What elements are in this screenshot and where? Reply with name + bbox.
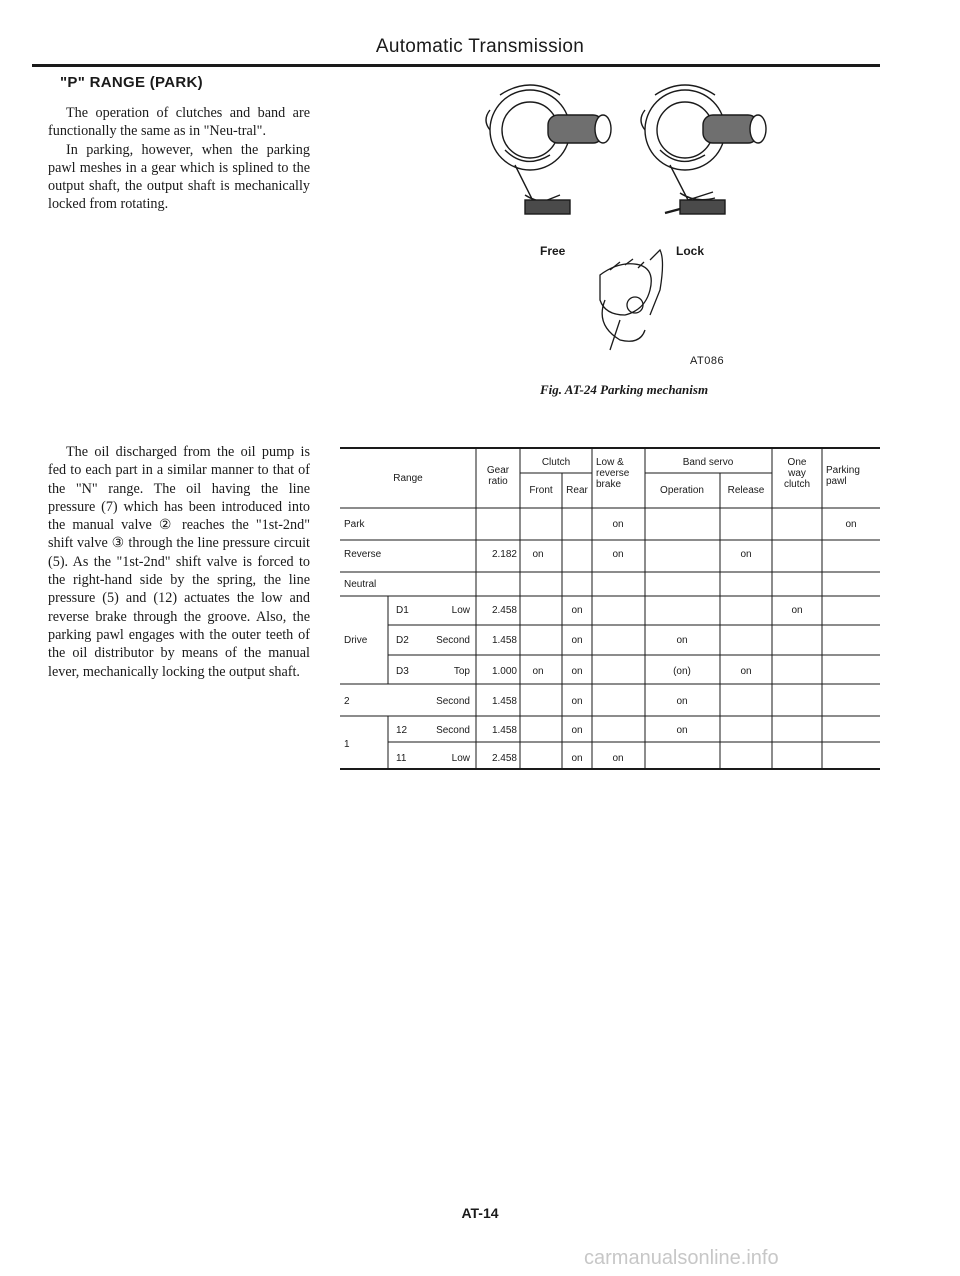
row-gear: Second <box>436 725 470 736</box>
figure-code: AT086 <box>690 355 725 367</box>
cell-rear: on <box>571 696 583 707</box>
cell-release: on <box>740 666 752 677</box>
cell-gear-ratio: 1.458 <box>491 696 517 707</box>
lock-mechanism-drawing <box>641 85 766 214</box>
cell-low-reverse: on <box>612 549 624 560</box>
paragraph-2: In parking, however, when the parking pawl meshes in a gear which is splined to the output shaft, the output shaft is mechanically locked from rotating. <box>48 141 310 213</box>
text-block-top <box>48 104 310 214</box>
header-front: Front <box>529 485 553 496</box>
cell-rear: on <box>571 666 583 677</box>
paragraph-3: The oil discharged from the oil pump is fed to each part in a similar manner to that of the "N" range. The oil having the line pressure (7) which has been introduced into the manual valve ② reaches the "1st-2nd" shift valve ③ through the line pressure circuit (5). As the "1st-2nd" shift valve is forced to the right-hand side by the spring, the line pressure (5) and (12) actuates the low and reverse brake through the groove. Also, the parking pawl engages with the outer teeth of the oil distributor by means of the manual lever, mechanically locking the output shaft. <box>48 444 310 680</box>
cell-rear: on <box>571 635 583 646</box>
cell-rear: on <box>571 605 583 616</box>
row-range: Park <box>344 519 365 530</box>
cell-gear-ratio: 1.458 <box>491 635 517 646</box>
row-sub-range: D3 <box>396 666 409 677</box>
header-rear: Rear <box>566 485 588 496</box>
page-number: AT-14 <box>461 1205 499 1221</box>
header-rule <box>32 64 880 67</box>
cell-low-reverse: on <box>612 753 624 764</box>
row-gear: Top <box>453 666 470 677</box>
row-range: 1 <box>344 739 350 750</box>
header-low-reverse-brake: Low & reverse brake <box>596 457 630 490</box>
cell-gear-ratio: 2.458 <box>491 753 517 764</box>
row-range: Drive <box>344 635 368 646</box>
range-operation-table <box>340 445 880 775</box>
header-clutch: Clutch <box>541 457 571 468</box>
cell-operation: on <box>676 635 688 646</box>
cell-release: on <box>740 549 752 560</box>
watermark: carmanualsonline.info <box>584 1247 779 1269</box>
cell-rear: on <box>571 725 583 736</box>
section-title: "P" RANGE (PARK) <box>60 74 203 91</box>
text-block-bottom <box>48 443 310 681</box>
cell-operation: on <box>676 725 688 736</box>
row-gear: Second <box>436 635 470 646</box>
cell-gear-ratio: 2.458 <box>491 605 517 616</box>
row-range: 2 <box>344 696 350 707</box>
header-band-servo: Band servo <box>682 457 734 468</box>
row-sub-range: D1 <box>396 605 409 616</box>
row-range: Reverse <box>344 549 382 560</box>
row-gear: Low <box>451 753 470 764</box>
page-header-title: Automatic Transmission <box>375 36 585 57</box>
row-range: Neutral <box>344 579 377 590</box>
row-gear: Low <box>451 605 470 616</box>
cell-gear-ratio: 2.182 <box>491 549 517 560</box>
cell-gear-ratio: 1.000 <box>491 666 517 677</box>
paragraph-1: The operation of clutches and band are functionally the same as in "Neu-tral". <box>48 105 310 140</box>
figure-caption: Fig. AT-24 Parking mechanism <box>540 382 709 397</box>
cell-operation: on <box>676 696 688 707</box>
cell-front: on <box>532 549 544 560</box>
cell-one-way-clutch: on <box>791 605 803 616</box>
figure-label-lock: Lock <box>676 244 705 258</box>
cell-front: on <box>532 666 544 677</box>
cell-low-reverse: on <box>612 519 624 530</box>
row-sub-range: 11 <box>396 753 407 764</box>
cell-parking-pawl: on <box>845 519 857 530</box>
cell-rear: on <box>571 753 583 764</box>
row-sub-range: D2 <box>396 635 409 646</box>
free-mechanism-drawing <box>486 85 611 214</box>
pawl-detail-drawing <box>600 250 663 350</box>
header-gear-ratio: Gear ratio <box>486 465 510 487</box>
header-one-way-clutch: One way clutch <box>783 457 811 490</box>
header-range: Range <box>393 473 423 484</box>
header-operation: Operation <box>660 485 704 496</box>
figure-label-free: Free <box>540 244 566 258</box>
cell-gear-ratio: 1.458 <box>491 725 517 736</box>
row-gear: Second <box>436 696 470 707</box>
header-release: Release <box>727 485 765 496</box>
row-sub-range: 12 <box>396 725 408 736</box>
cell-operation: (on) <box>673 666 691 677</box>
parking-mechanism-figure <box>460 75 800 375</box>
header-parking-pawl: Parking pawl <box>826 465 860 487</box>
